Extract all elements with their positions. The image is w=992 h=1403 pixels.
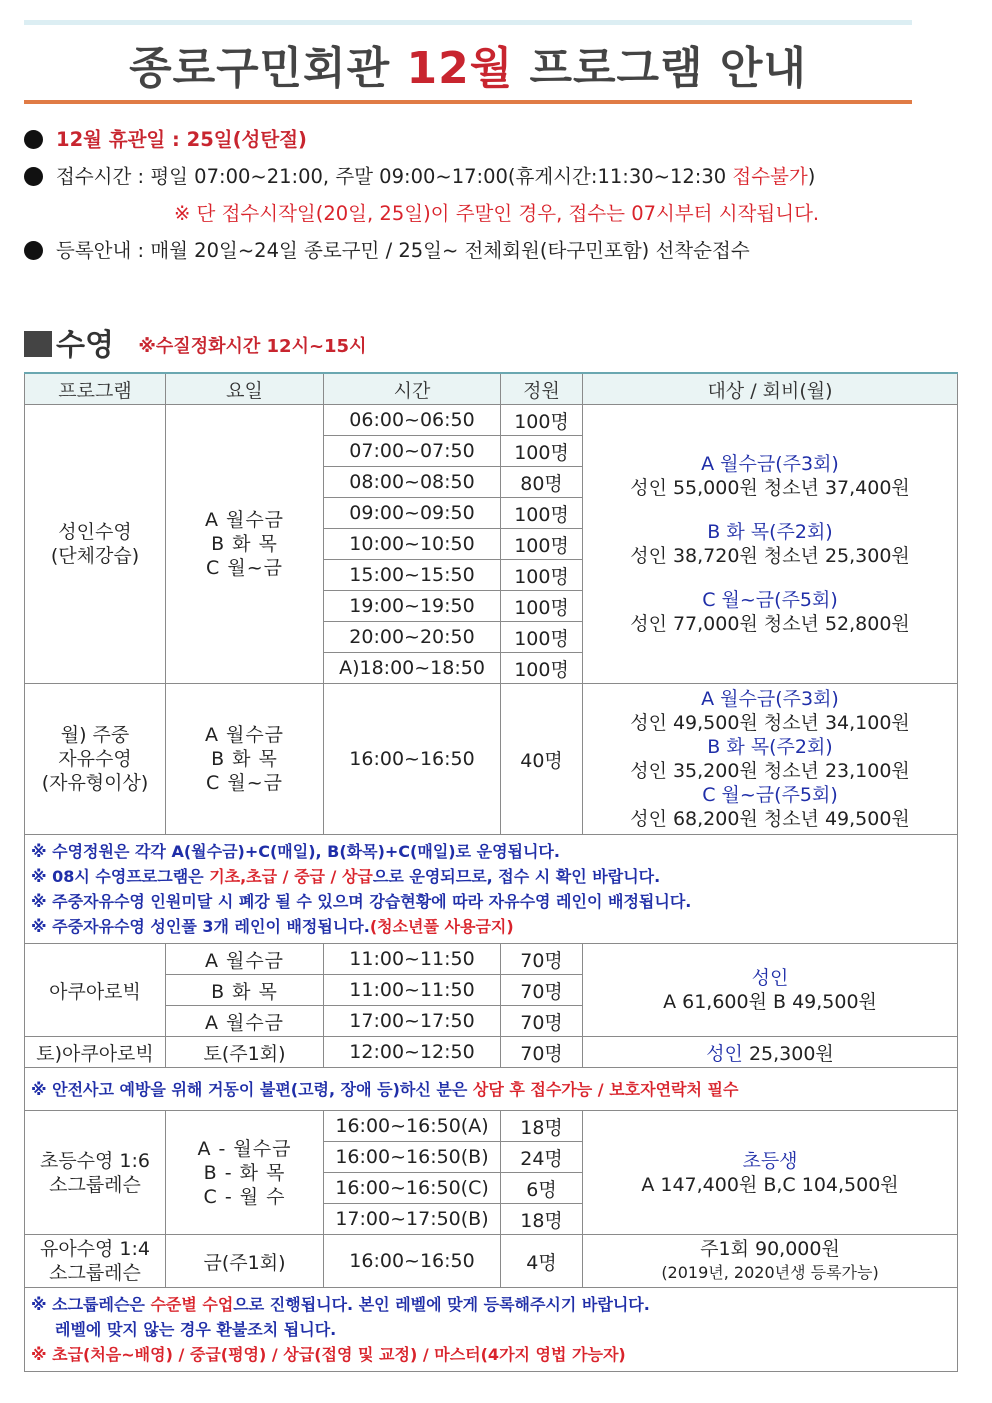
page-title: 종로구민회관 12월 프로그램 안내 xyxy=(129,43,807,94)
capacity-cell: 100명 xyxy=(501,622,583,653)
bullet-closure: 12월 휴관일 : 25일(성탄절) xyxy=(24,124,924,161)
bullet-hours: 접수시간 : 평일 07:00~21:00, 주말 09:00~17:00(휴게시간:11:30~12:30 접수불가) xyxy=(24,161,924,198)
time-cell: 11:00~11:50 xyxy=(324,944,501,975)
header-capacity: 정원 xyxy=(501,373,583,405)
capacity-cell: 70명 xyxy=(501,944,583,975)
capacity-cell: 70명 xyxy=(501,1006,583,1037)
fee-cell-aqua-sat: 성인 25,300원 xyxy=(583,1037,958,1068)
days-cell-elem: A - 월수금 B - 화 목 C - 월 수 xyxy=(166,1111,324,1235)
days-cell-adult: A 월수금 B 화 목 C 월~금 xyxy=(166,405,324,684)
capacity-cell: 18명 xyxy=(501,1204,583,1235)
capacity-cell: 100명 xyxy=(501,560,583,591)
program-cell-kids: 유아수영 1:4 소그룹레슨 xyxy=(25,1235,166,1288)
capacity-cell: 100명 xyxy=(501,436,583,467)
days-cell: A 월수금 xyxy=(166,1006,324,1037)
header-program: 프로그램 xyxy=(25,373,166,405)
notes-cell: ※ 소그룹레슨은 수준별 수업으로 진행됩니다. 본인 레벨에 맞게 등록해주시기 바랍니다. 레벨에 맞지 않는 경우 환불조치 됩니다. ※ 초급(처음~배영) / 중급(평영) / 상급(접영 및 교정) / 마스터(4가지 영법 가능자) xyxy=(25,1288,958,1372)
bullet-dot-icon xyxy=(24,241,43,260)
time-cell: 09:00~09:50 xyxy=(324,498,501,529)
fee-cell-aqua: 성인 A 61,600원 B 49,500원 xyxy=(583,944,958,1037)
time-cell: 20:00~20:50 xyxy=(324,622,501,653)
time-cell: 16:00~16:50(A) xyxy=(324,1111,501,1142)
time-cell: 16:00~16:50 xyxy=(324,684,501,835)
notes-cell: ※ 수영정원은 각각 A(월수금)+C(매일), B(화목)+C(매일)로 운영됩니다. ※ 08시 수영프로그램은 기초,초급 / 중급 / 상급으로 운영되므로, 접수 시 확인 바랍니다. ※ 주중자유수영 인원미달 시 폐강 될 수 있으며 강습현황에 따라 자유수영 레인이 배정됩니다. ※ 주중자유수영 성인풀 3개 레인이 배정됩니다.(청소년풀 사용금지) xyxy=(25,835,958,944)
top-accent-line xyxy=(24,20,912,25)
capacity-cell: 70명 xyxy=(501,975,583,1006)
days-cell: 토(주1회) xyxy=(166,1037,324,1068)
days-cell: 금(주1회) xyxy=(166,1235,324,1288)
header-time: 시간 xyxy=(324,373,501,405)
capacity-cell: 18명 xyxy=(501,1111,583,1142)
table-header-row xyxy=(25,373,958,405)
time-cell: 17:00~17:50 xyxy=(324,1006,501,1037)
program-cell-adult: 성인수영 (단체강습) xyxy=(25,405,166,684)
notes-row xyxy=(25,835,958,944)
notes-cell: ※ 안전사고 예방을 위해 거동이 불편(고령, 장애 등)하신 분은 상담 후 접수가능 / 보호자연락처 필수 xyxy=(25,1068,958,1111)
header-fee: 대상 / 회비(월) xyxy=(583,373,958,405)
table-row xyxy=(25,684,958,835)
time-cell: 19:00~19:50 xyxy=(324,591,501,622)
capacity-cell: 6명 xyxy=(501,1173,583,1204)
table-row xyxy=(25,405,958,436)
capacity-cell: 100명 xyxy=(501,653,583,684)
capacity-cell: 100명 xyxy=(501,591,583,622)
program-cell-elem: 초등수영 1:6 소그룹레슨 xyxy=(25,1111,166,1235)
schedule-table xyxy=(24,372,958,1372)
fee-cell-elem: 초등생 A 147,400원 B,C 104,500원 xyxy=(583,1111,958,1235)
header-days: 요일 xyxy=(166,373,324,405)
time-cell: 06:00~06:50 xyxy=(324,405,501,436)
bullet-registration: 등록안내 : 매월 20일~24일 종로구민 / 25일~ 전체회원(타구민포함) 선착순접수 xyxy=(24,235,924,272)
table-row xyxy=(25,1235,958,1288)
fee-cell-free: A 월수금(주3회) 성인 49,500원 청소년 34,100원 B 화 목(주2회) 성인 35,200원 청소년 23,100원 C 월~금(주5회) 성인 68,200원 청소년 49,500원 xyxy=(583,684,958,835)
time-cell: 07:00~07:50 xyxy=(324,436,501,467)
bullet-dot-icon xyxy=(24,167,43,186)
time-cell: 16:00~16:50(B) xyxy=(324,1142,501,1173)
days-cell-free: A 월수금 B 화 목 C 월~금 xyxy=(166,684,324,835)
capacity-cell: 100명 xyxy=(501,405,583,436)
time-cell: 15:00~15:50 xyxy=(324,560,501,591)
table-row xyxy=(25,944,958,975)
time-cell: 11:00~11:50 xyxy=(324,975,501,1006)
title-underline xyxy=(24,100,912,104)
time-cell: 17:00~17:50(B) xyxy=(324,1204,501,1235)
days-cell: B 화 목 xyxy=(166,975,324,1006)
section-subtitle: ※수질정화시간 12시~15시 xyxy=(138,336,367,357)
time-cell: 12:00~12:50 xyxy=(324,1037,501,1068)
capacity-cell: 40명 xyxy=(501,684,583,835)
capacity-cell: 80명 xyxy=(501,467,583,498)
title-month: 12월 xyxy=(406,43,514,94)
time-cell: 16:00~16:50 xyxy=(324,1235,501,1288)
time-cell: 08:00~08:50 xyxy=(324,467,501,498)
capacity-cell: 4명 xyxy=(501,1235,583,1288)
fee-cell-kids: 주1회 90,000원 (2019년, 2020년생 등록가능) xyxy=(583,1235,958,1288)
info-bullets xyxy=(24,124,924,272)
capacity-cell: 24명 xyxy=(501,1142,583,1173)
bullet-dot-icon xyxy=(24,130,43,149)
program-cell-aqua: 아쿠아로빅 xyxy=(25,944,166,1037)
program-cell-aqua-sat: 토)아쿠아로빅 xyxy=(25,1037,166,1068)
fee-cell-adult: A 월수금(주3회) 성인 55,000원 청소년 37,400원 B 화 목(주2회) 성인 38,720원 청소년 25,300원 C 월~금(주5회) 성인 77,000원 청소년 52,800원 xyxy=(583,405,958,684)
square-bullet-icon xyxy=(24,331,52,357)
table-row xyxy=(25,1111,958,1142)
capacity-cell: 70명 xyxy=(501,1037,583,1068)
table-row xyxy=(25,1037,958,1068)
notes-row xyxy=(25,1288,958,1372)
days-cell: A 월수금 xyxy=(166,944,324,975)
time-cell: 10:00~10:50 xyxy=(324,529,501,560)
capacity-cell: 100명 xyxy=(501,529,583,560)
program-cell-free: 월) 주중 자유수영 (자유형이상) xyxy=(25,684,166,835)
section-heading: 수영 ※수질정화시간 12시~15시 xyxy=(24,320,366,364)
capacity-cell: 100명 xyxy=(501,498,583,529)
time-cell: 16:00~16:50(C) xyxy=(324,1173,501,1204)
time-cell: A)18:00~18:50 xyxy=(324,653,501,684)
hours-note: ※ 단 접수시작일(20일, 25일)이 주말인 경우, 접수는 07시부터 시작됩니다. xyxy=(174,202,820,225)
notes-row xyxy=(25,1068,958,1111)
